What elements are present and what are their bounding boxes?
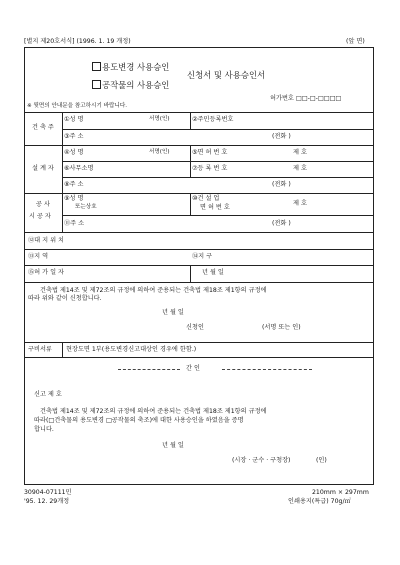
- builder-name-label-2: 또는상호: [75, 204, 97, 210]
- guide-note: ※ 뒷면의 안내문을 참고하시기 바랍니다.: [27, 103, 128, 109]
- divider: [24, 145, 374, 146]
- application-text: 건축법 제14조 및 제72조의 규정에 의하여 준용되는 건축법 제18조 제1항의 규정에: [40, 287, 267, 294]
- permit-date-value: 년 월 일: [202, 269, 224, 276]
- divider: [62, 342, 63, 357]
- documents-value: 현장도면 1부(용도변경신고대상인 경우에 한함.): [66, 346, 197, 353]
- form-title: 신청서 및 사용승인서: [187, 70, 266, 80]
- cut-line-label: 간 인: [186, 365, 200, 372]
- report-text: 건축법 제14조 및 제72조의 규정에 의하여 준용되는 건축법 제18조 제1항의 규정에: [40, 408, 267, 415]
- owner-sign: 서명(인): [149, 116, 170, 122]
- divider: [62, 177, 374, 178]
- divider: [62, 215, 374, 216]
- divider: [190, 145, 191, 177]
- builder-license-value: 제 호: [293, 200, 307, 207]
- owner-address-label: ③주 소: [64, 133, 84, 140]
- builder-license-label: ⑩건 설 업: [192, 195, 220, 202]
- designer-phone: (전화 ): [272, 181, 291, 188]
- divider: [24, 249, 374, 250]
- builder-name-label: ⑨성 명: [64, 195, 84, 202]
- designer-sign: 서명(인): [149, 149, 170, 155]
- cut-line-right: [222, 369, 312, 370]
- cut-line-left: [118, 369, 180, 370]
- report-text-2: 따라(□건축물의 용도변경 □공작물의 축조)에 대한 사용승인을 하였음을 증명: [34, 417, 244, 424]
- owner-phone: (전화 ): [272, 133, 291, 140]
- builder-license-label-2: 면 허 번 호: [200, 204, 230, 211]
- section-owner: 건 축 주: [32, 124, 54, 131]
- applicant-sign: (서명 또는 인): [262, 324, 301, 331]
- report-text-3: 합니다.: [34, 426, 54, 433]
- site-location-label: ⑫대 지 위 치: [28, 237, 64, 244]
- application-text-2: 따라 위와 같이 신청합니다.: [28, 295, 102, 302]
- footer-size: 210mm × 297mm: [312, 489, 369, 496]
- permit-number: 허가번호 □□-□-□□□□: [270, 95, 342, 102]
- builder-phone: (전화 ): [272, 220, 291, 227]
- option-structure[interactable]: 공작물의 사용승인: [92, 80, 169, 89]
- builder-address-label: ⑪주 소: [64, 220, 85, 227]
- divider: [190, 265, 191, 282]
- zone-label: ⑬지 역: [28, 253, 49, 260]
- divider: [190, 112, 191, 129]
- divider: [62, 129, 374, 130]
- designer-reg-label: ⑦등 록 번 호: [192, 165, 228, 172]
- designer-name-label: ④성 명: [64, 149, 84, 156]
- owner-rrn-label: ②주민등록번호: [192, 116, 234, 123]
- divider: [24, 357, 374, 358]
- section-builder: 공 사: [36, 201, 50, 208]
- section-designer: 설 계 자: [32, 165, 54, 172]
- documents-label: 구비서류: [28, 346, 52, 353]
- footer-paper: 인쇄용지(특급) 70g/㎡: [288, 498, 351, 505]
- divider: [62, 112, 63, 232]
- application-date: 년 월 일: [162, 309, 184, 316]
- divider: [190, 193, 191, 215]
- footer-code: 30904-07111민: [24, 489, 72, 496]
- divider: [24, 342, 374, 343]
- designer-license-value: 제 호: [293, 149, 307, 156]
- page-side: (앞 면): [346, 38, 365, 45]
- divider: [24, 232, 374, 233]
- designer-address-label: ⑧주 소: [64, 181, 84, 188]
- divider: [24, 193, 374, 194]
- divider: [24, 112, 374, 113]
- permit-date-label: ⑮허 가 일 자: [28, 269, 64, 276]
- section-builder-2: 시 공 자: [29, 213, 51, 220]
- applicant-label: 신청인: [186, 324, 204, 331]
- designer-reg-value: 제 호: [293, 165, 307, 172]
- report-date: 년 월 일: [162, 442, 184, 449]
- designer-license-label: ⑤면 허 번 호: [192, 149, 228, 156]
- report-seal: (인): [316, 457, 327, 464]
- divider: [62, 161, 374, 162]
- designer-office-label: ⑥사무소명: [64, 165, 94, 172]
- option-use-change[interactable]: 용도변경 사용승인: [92, 62, 169, 71]
- owner-name-label: ①성 명: [64, 116, 84, 123]
- divider: [24, 282, 374, 283]
- checkbox-icon[interactable]: [92, 62, 101, 71]
- checkbox-icon[interactable]: [92, 80, 101, 89]
- divider: [24, 265, 374, 266]
- report-number: 신고 제 호: [34, 391, 62, 398]
- form-number: [별지 제20호서식] (1996. 1. 19 개정): [24, 38, 131, 45]
- report-authority: (시장 · 군수 · 구청장): [232, 457, 291, 464]
- district-label: ⑭지 구: [192, 253, 213, 260]
- footer-date: '95. 12. 29개정: [24, 498, 70, 505]
